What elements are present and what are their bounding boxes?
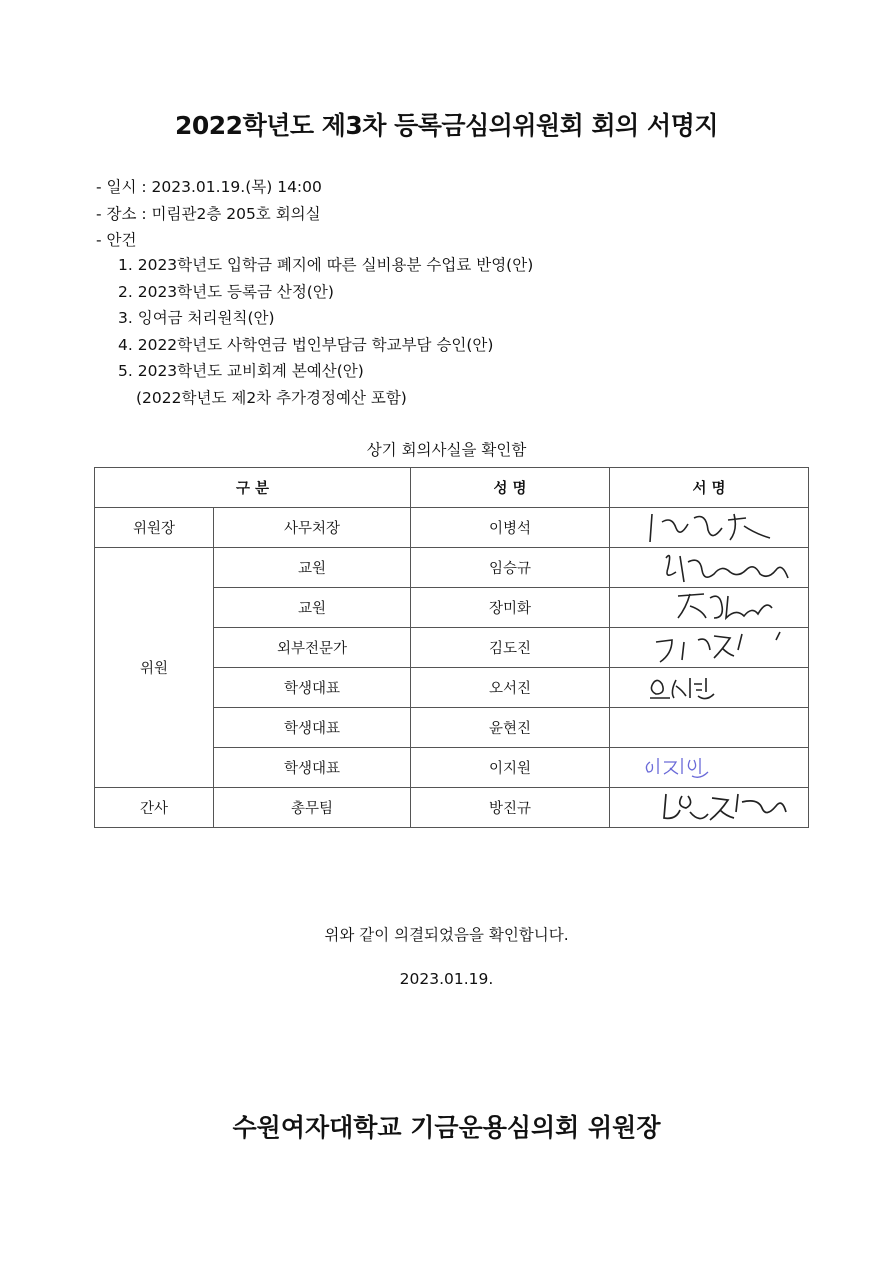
role-cell: 학생대표: [214, 668, 411, 708]
agenda-item-note: (2022학년도 제2차 추가경정예산 포함): [136, 388, 407, 407]
signature-cell: [610, 748, 809, 788]
signature-cell-empty: [610, 708, 809, 748]
table-header-row: [95, 468, 809, 508]
name-cell: 임승규: [411, 548, 610, 588]
agenda-item: 1. 2023학년도 입학금 폐지에 따른 실비용분 수업료 반영(안): [118, 256, 534, 274]
signature-cell: [610, 548, 809, 588]
signature-cell: [610, 628, 809, 668]
role-cell: 사무처장: [214, 508, 411, 548]
signature-image: [610, 788, 808, 827]
table-row: [95, 548, 809, 588]
role-cell: 교원: [214, 588, 411, 628]
table-row: [95, 508, 809, 548]
name-cell: 장미화: [411, 588, 610, 628]
signature-image: [610, 748, 808, 787]
agenda-item: 4. 2022학년도 사학연금 법인부담금 학교부담 승인(안): [118, 335, 494, 354]
name-cell: 김도진: [411, 628, 610, 668]
header-signature: 서 명: [610, 468, 809, 508]
role-cell: 학생대표: [214, 708, 411, 748]
closing-date: 2023.01.19.: [399, 970, 494, 988]
group-chair: 위원장: [95, 508, 214, 548]
agenda-item: 3. 잉여금 처리원칙(안): [118, 309, 275, 327]
footer-title: 수원여자대학교 기금운용심의회 위원장: [232, 1113, 661, 1142]
signature-image: [610, 508, 808, 547]
role-cell: 학생대표: [214, 748, 411, 788]
signature-cell: [610, 588, 809, 628]
signature-image: [610, 628, 808, 667]
name-cell: 이지원: [411, 748, 610, 788]
signature-cell: [610, 508, 809, 548]
agenda-list: [118, 252, 533, 411]
header-name: 성 명: [411, 468, 610, 508]
signature-cell: [610, 668, 809, 708]
meeting-place: - 장소 : 미림관2층 205호 회의실: [96, 204, 321, 223]
confirm-caption: 상기 회의사실을 확인함: [366, 441, 527, 459]
name-cell: 윤현진: [411, 708, 610, 748]
signature-image: [610, 548, 808, 587]
agenda-item: 2. 2023학년도 등록금 산정(안): [118, 282, 334, 301]
name-cell: 이병석: [411, 508, 610, 548]
role-cell: 외부전문가: [214, 628, 411, 668]
agenda-label: - 안건: [96, 231, 137, 249]
signature-cell: [610, 788, 809, 828]
header-category: 구 분: [95, 468, 411, 508]
role-cell: 교원: [214, 548, 411, 588]
name-cell: 오서진: [411, 668, 610, 708]
signature-image: [610, 588, 808, 627]
closing-statement: 위와 같이 의결되었음을 확인합니다.: [324, 926, 569, 944]
signature-table: [94, 467, 809, 828]
group-secretary: 간사: [95, 788, 214, 828]
agenda-item: 5. 2023학년도 교비회계 본예산(안): [118, 362, 364, 380]
group-members: 위원: [95, 548, 214, 788]
table-row: [95, 788, 809, 828]
meeting-date: - 일시 : 2023.01.19.(목) 14:00: [96, 178, 322, 196]
meeting-info: [96, 174, 322, 254]
role-cell: 총무팀: [214, 788, 411, 828]
name-cell: 방진규: [411, 788, 610, 828]
page-title: 2022학년도 제3차 등록금심의위원회 회의 서명지: [175, 111, 718, 140]
signature-image: [610, 668, 808, 707]
